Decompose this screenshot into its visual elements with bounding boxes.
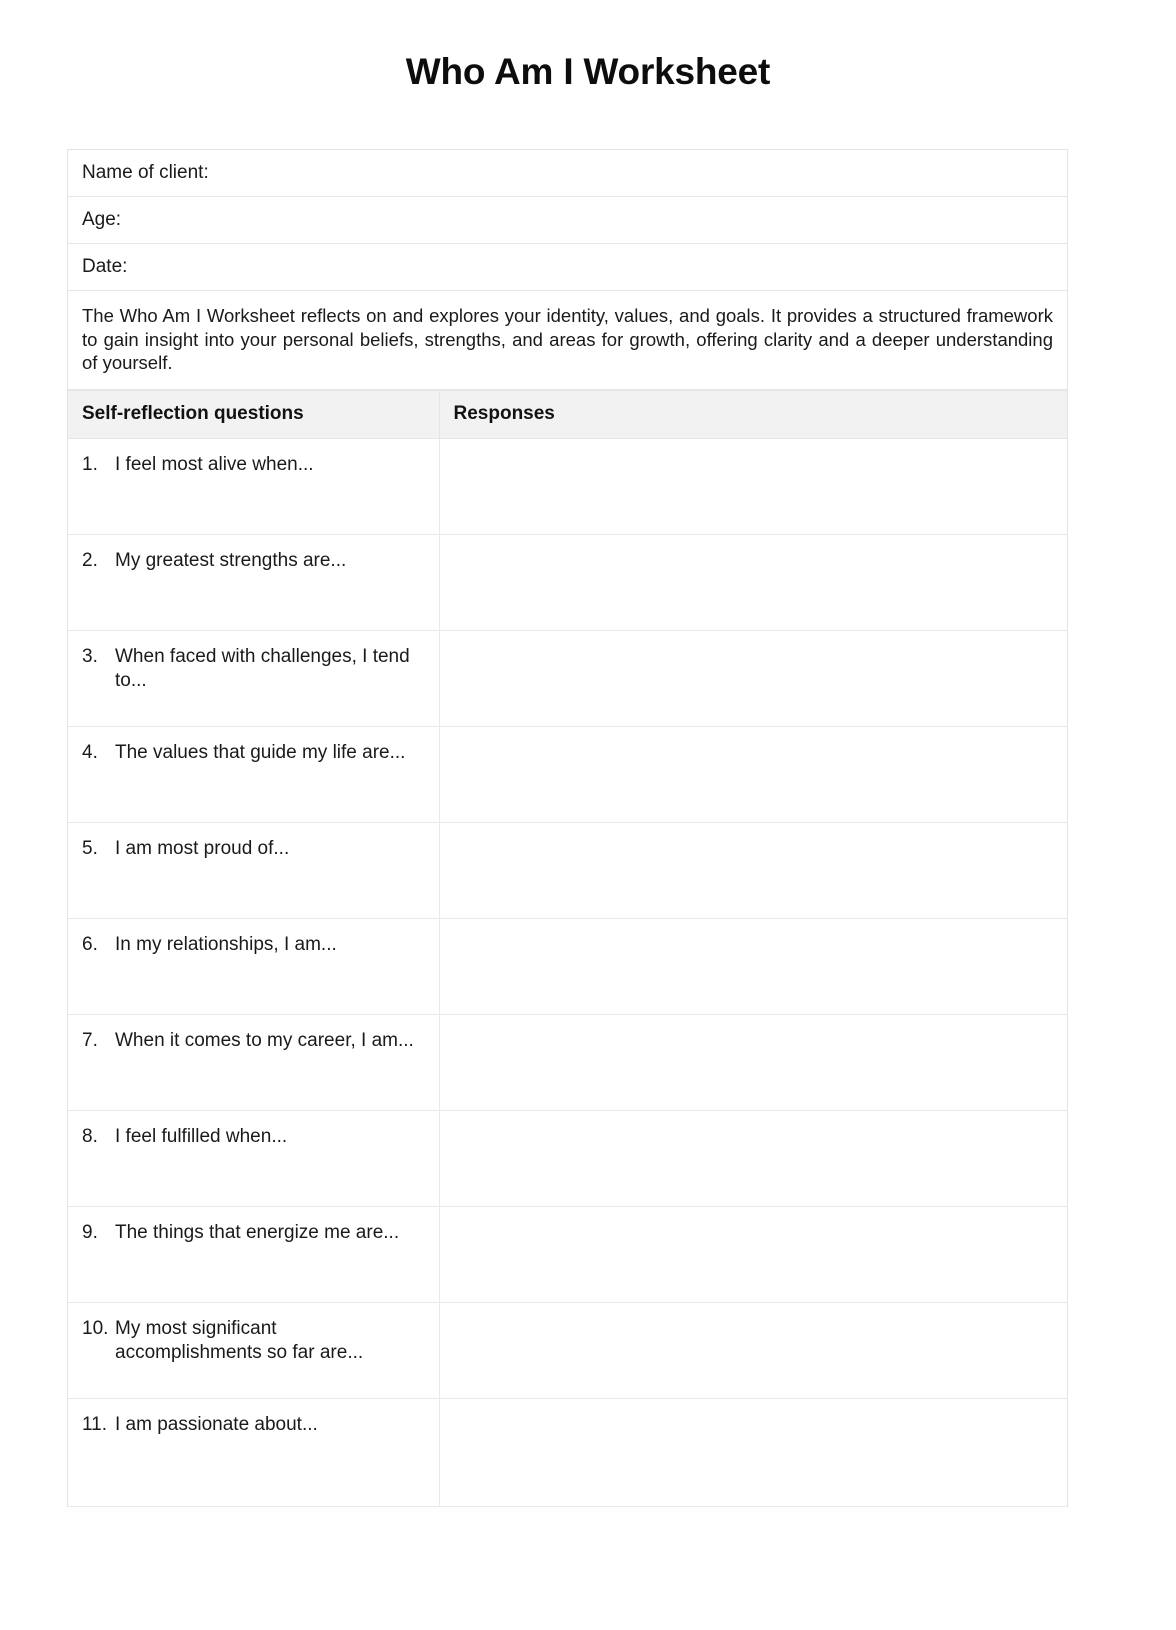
worksheet-form [67, 149, 1068, 1507]
table-row [68, 1399, 1067, 1507]
question-text: When faced with challenges, I tend to... [115, 646, 410, 692]
question-text: The values that guide my life are... [115, 742, 406, 764]
table-row [68, 823, 1067, 919]
question-text: My greatest strengths are... [115, 550, 347, 572]
page-title: Who Am I Worksheet [405, 51, 771, 92]
question-text: When it comes to my career, I am... [115, 1030, 414, 1052]
question-cell [68, 535, 439, 631]
response-cell[interactable] [439, 1303, 1067, 1399]
question-number: 6. [82, 934, 98, 956]
response-cell[interactable] [439, 1111, 1067, 1207]
meta-label-date: Date: [82, 255, 128, 277]
table-row [68, 439, 1067, 535]
table-row [68, 631, 1067, 727]
response-cell[interactable] [439, 727, 1067, 823]
table-row [68, 727, 1067, 823]
meta-label-name-of-client: Name of client: [82, 161, 209, 183]
response-cell[interactable] [439, 1399, 1067, 1507]
question-cell [68, 919, 439, 1015]
question-cell [68, 1399, 439, 1507]
question-number: 10. [82, 1318, 109, 1340]
table-row [68, 919, 1067, 1015]
question-number: 8. [82, 1126, 98, 1148]
response-cell[interactable] [439, 631, 1067, 727]
question-text: I am most proud of... [115, 838, 290, 860]
table-body [68, 439, 1067, 1507]
meta-row-name-of-client[interactable] [68, 150, 1067, 197]
description-row [68, 291, 1067, 390]
question-text: I am passionate about... [115, 1414, 318, 1436]
question-text: I feel most alive when... [115, 454, 314, 476]
question-number: 7. [82, 1030, 98, 1052]
response-cell[interactable] [439, 1015, 1067, 1111]
meta-label-age: Age: [82, 208, 122, 230]
question-number: 1. [82, 454, 98, 476]
question-number: 3. [82, 646, 98, 668]
question-text: In my relationships, I am... [115, 934, 337, 956]
question-cell [68, 727, 439, 823]
question-number: 2. [82, 550, 98, 572]
question-cell [68, 631, 439, 727]
table-row [68, 1303, 1067, 1399]
question-cell [68, 439, 439, 535]
question-cell [68, 1207, 439, 1303]
response-cell[interactable] [439, 919, 1067, 1015]
question-number: 9. [82, 1222, 98, 1244]
response-cell[interactable] [439, 1207, 1067, 1303]
table-row [68, 1207, 1067, 1303]
response-cell[interactable] [439, 823, 1067, 919]
question-number: 11. [82, 1414, 108, 1436]
description-text: The Who Am I Worksheet reflects on and explores your identity, values, and goals. It provides a structured framework to gain insight into your personal beliefs, strengths, and areas for growth, offering clarity and a deeper understanding of yourself. [82, 305, 1053, 374]
question-number: 4. [82, 742, 98, 764]
question-cell [68, 1111, 439, 1207]
self-reflection-table [68, 390, 1067, 1507]
question-text: My most significant accomplishments so far are... [115, 1318, 364, 1364]
question-text: The things that energize me are... [115, 1222, 400, 1244]
table-row [68, 1015, 1067, 1111]
question-cell [68, 823, 439, 919]
question-number: 5. [82, 838, 98, 860]
meta-row-age[interactable] [68, 197, 1067, 244]
response-cell[interactable] [439, 439, 1067, 535]
table-header-row [68, 391, 1067, 439]
table-row [68, 535, 1067, 631]
meta-row-date[interactable] [68, 244, 1067, 291]
question-cell [68, 1303, 439, 1399]
response-cell[interactable] [439, 535, 1067, 631]
table-row [68, 1111, 1067, 1207]
column-header-questions: Self-reflection questions [68, 391, 439, 439]
column-header-responses: Responses [439, 391, 1067, 439]
question-cell [68, 1015, 439, 1111]
question-text: I feel fulfilled when... [115, 1126, 288, 1148]
